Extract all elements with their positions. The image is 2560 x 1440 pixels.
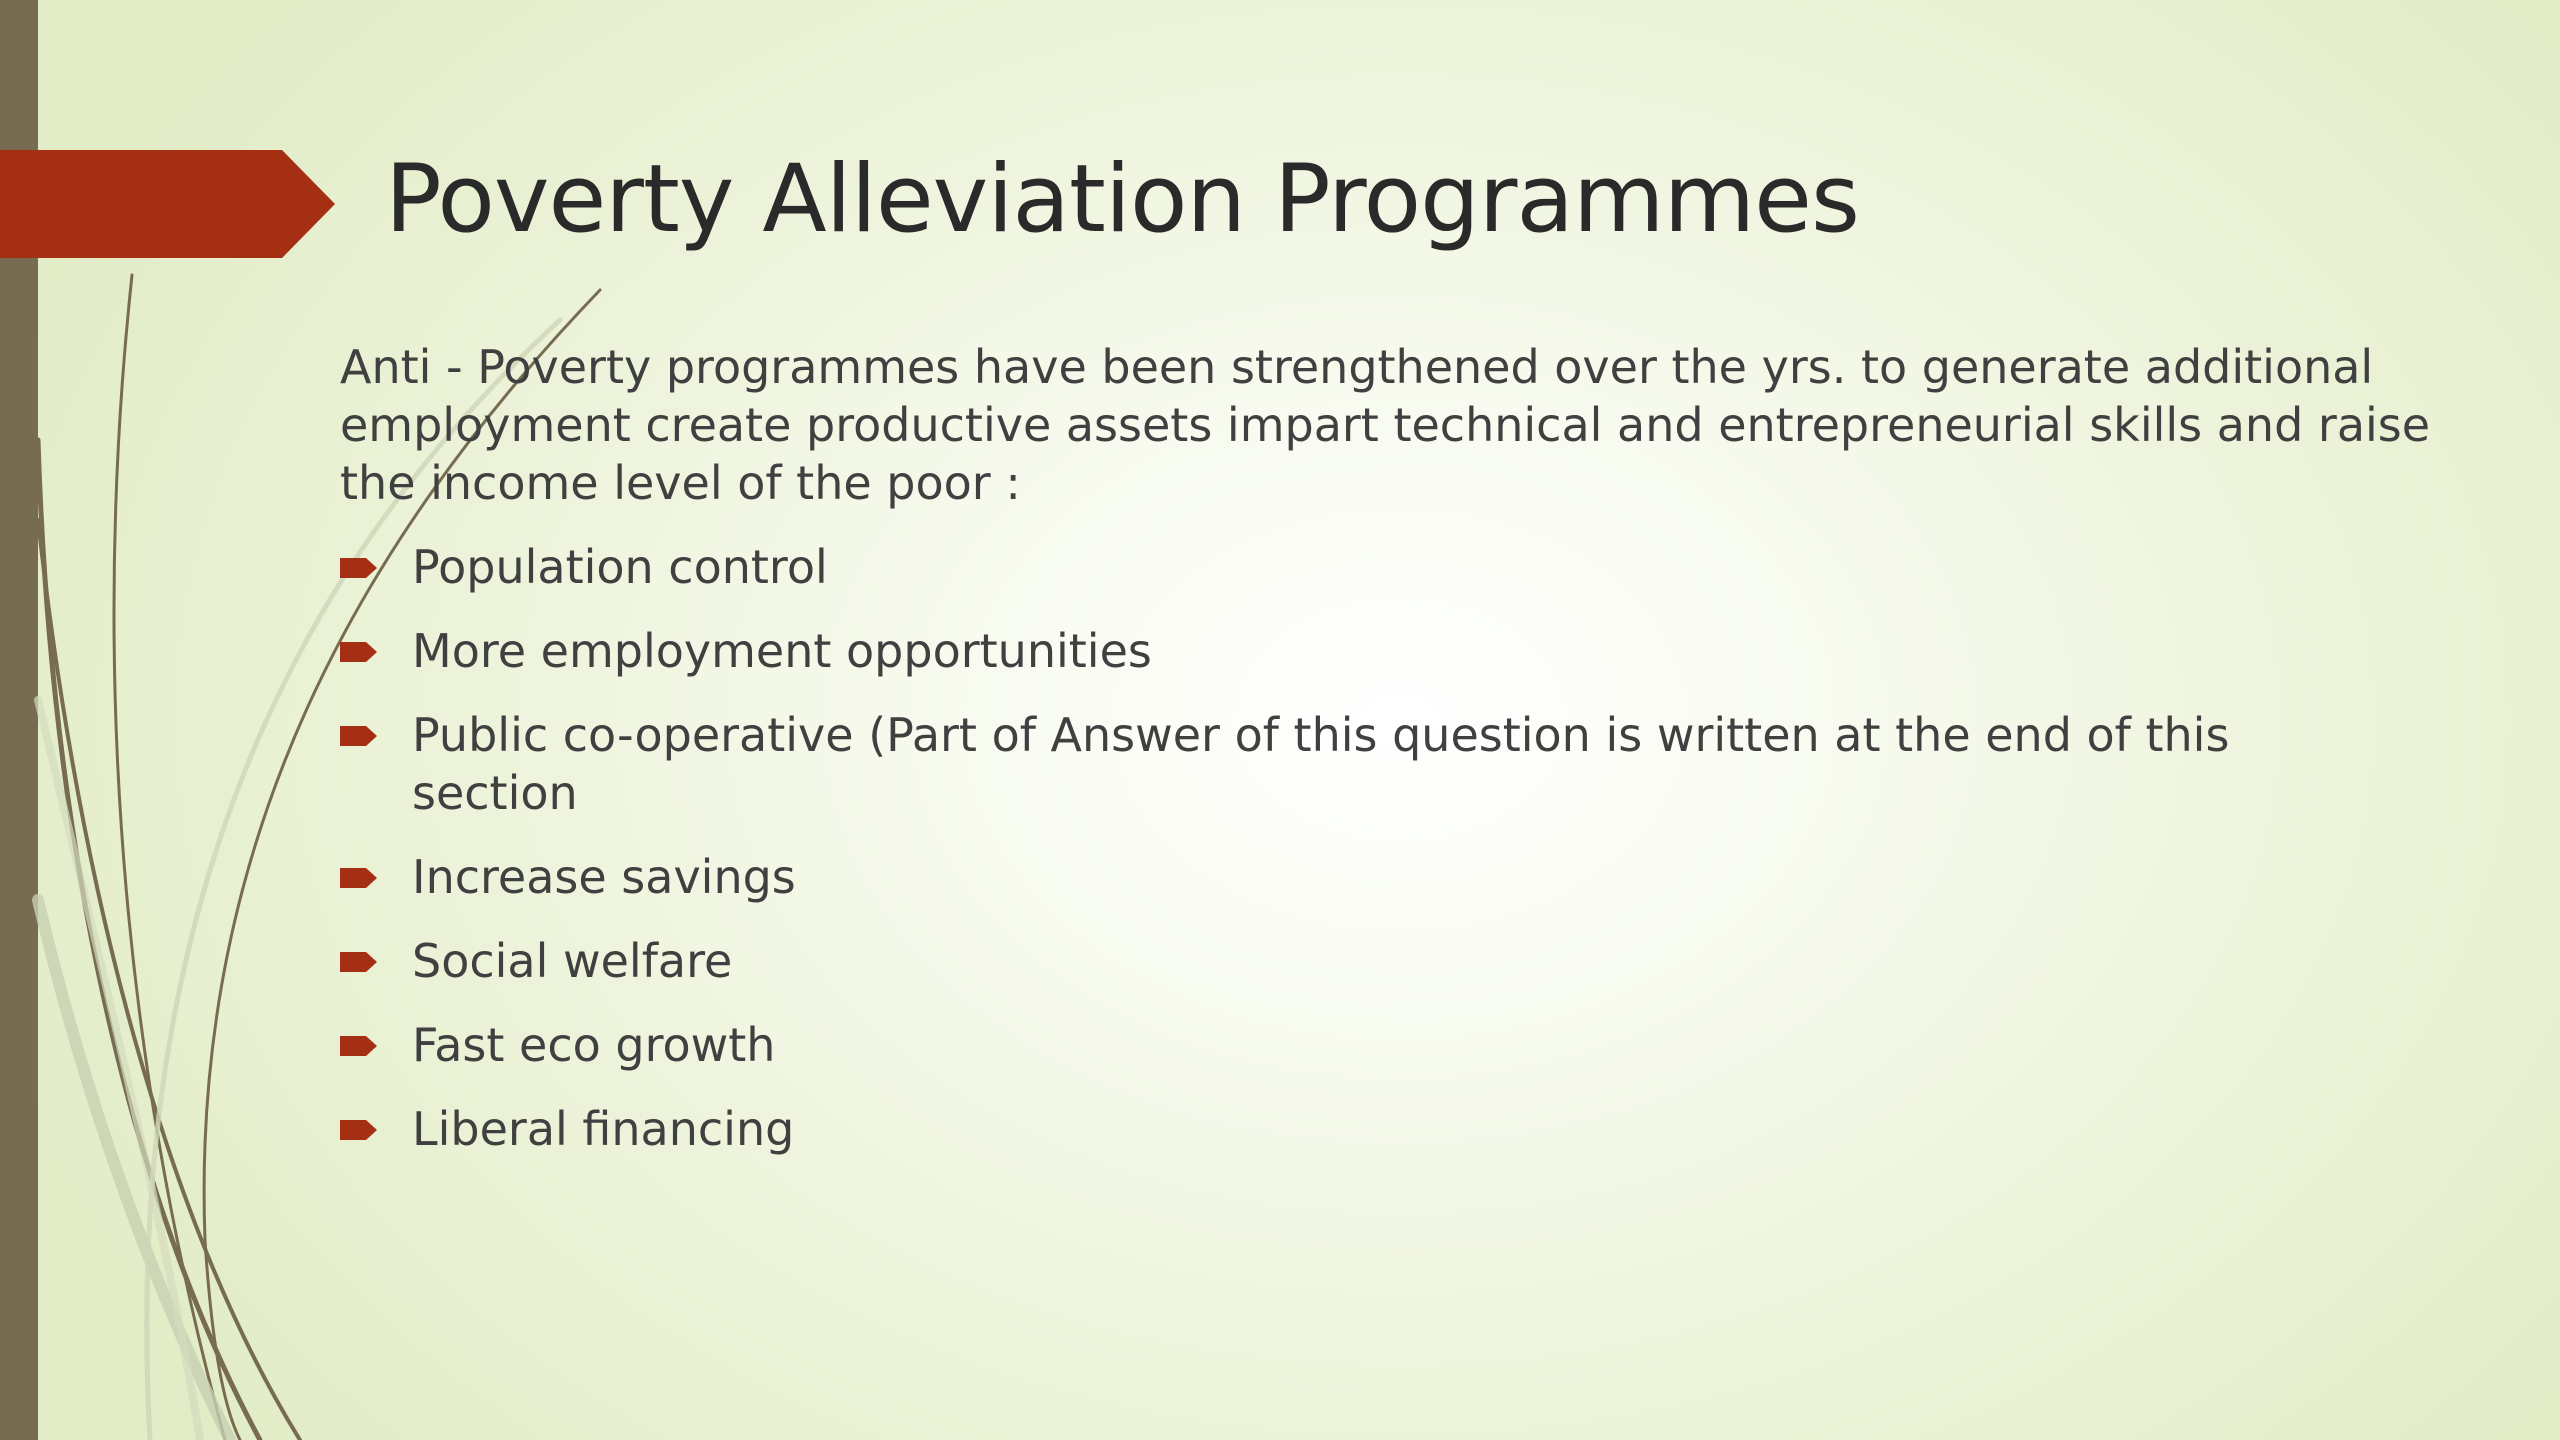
bullet-text: Population control <box>412 540 828 594</box>
arrow-bullet-icon <box>340 866 378 890</box>
bullet-item-increase-savings <box>340 848 2340 906</box>
bullet-item-employment <box>340 622 2340 680</box>
bullet-item-liberal-financing <box>340 1100 2340 1158</box>
bullet-text: Increase savings <box>412 850 796 904</box>
bullet-text: Public co-operative (Part of Answer of this question is written at the end of this section <box>412 708 2230 820</box>
bullet-text: Liberal financing <box>412 1102 795 1156</box>
bullet-text: Fast eco growth <box>412 1018 776 1072</box>
bullet-item-population-control <box>340 538 2340 596</box>
intro-paragraph: Anti - Poverty programmes have been strengthened over the yrs. to generate additional employment create productive assets impart technical and entrepreneurial skills and raise the income level of the poor : <box>340 340 2431 510</box>
arrow-bullet-icon <box>340 950 378 974</box>
bullet-item-public-cooperative <box>340 706 2340 822</box>
bullet-item-social-welfare <box>340 932 2340 990</box>
bullet-list <box>340 538 2340 1184</box>
arrow-bullet-icon <box>340 556 378 580</box>
arrow-bullet-icon <box>340 640 378 664</box>
slide-title: Poverty Alleviation Programmes <box>385 145 1859 254</box>
bullet-text: Social welfare <box>412 934 733 988</box>
title-arrow-icon <box>0 150 340 258</box>
arrow-bullet-icon <box>340 1034 378 1058</box>
bullet-item-fast-eco-growth <box>340 1016 2340 1074</box>
arrow-bullet-icon <box>340 724 378 748</box>
arrow-bullet-icon <box>340 1118 378 1142</box>
bullet-text: More employment opportunities <box>412 624 1152 678</box>
